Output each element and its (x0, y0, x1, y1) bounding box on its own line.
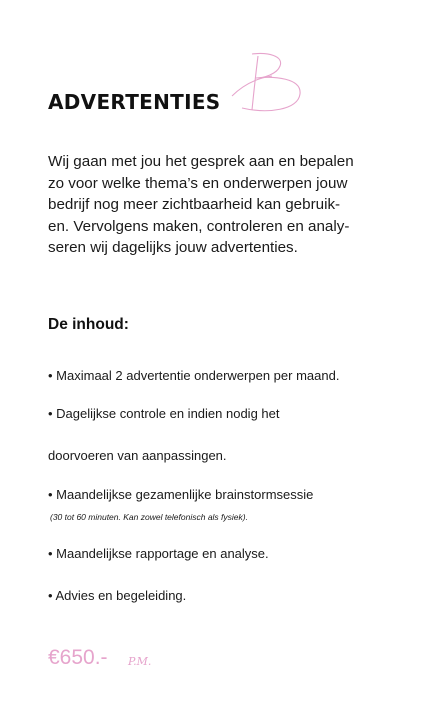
intro-text (48, 151, 382, 259)
list-item: • Dagelijkse controle en indien nodig het (48, 406, 280, 421)
intro-line: Wij gaan met jou het gesprek aan en bepalen (48, 153, 354, 170)
title-block (48, 84, 221, 120)
list-item: • Maximaal 2 advertentie onderwerpen per maand. (48, 368, 340, 383)
intro-line: en. Vervolgens maken, controleren en analy- (48, 217, 350, 235)
list-item-continuation: doorvoeren van aanpassingen. (48, 448, 227, 463)
intro-line: seren wij dagelijks jouw advertenties. (48, 239, 298, 256)
list-item-note: (30 tot 60 minuten. Kan zowel telefonisch als fysiek). (50, 512, 248, 522)
section-heading: De inhoud: (48, 316, 129, 333)
list-item: • Advies en begeleiding. (48, 588, 187, 603)
price: €650.- (48, 646, 108, 669)
b-monogram-logo (228, 52, 310, 114)
price-period: P.M. (128, 655, 152, 668)
list-item: • Maandelijkse gezamenlijke brainstormsessie (48, 487, 314, 502)
intro-line: zo voor welke thema’s en onderwerpen jouw (48, 174, 348, 192)
page-title: ADVERTENTIES (48, 90, 221, 114)
list-item: • Maandelijkse rapportage en analyse. (48, 546, 269, 561)
intro-line: bedrijf nog meer zichtbaarheid kan gebruik- (48, 196, 341, 213)
